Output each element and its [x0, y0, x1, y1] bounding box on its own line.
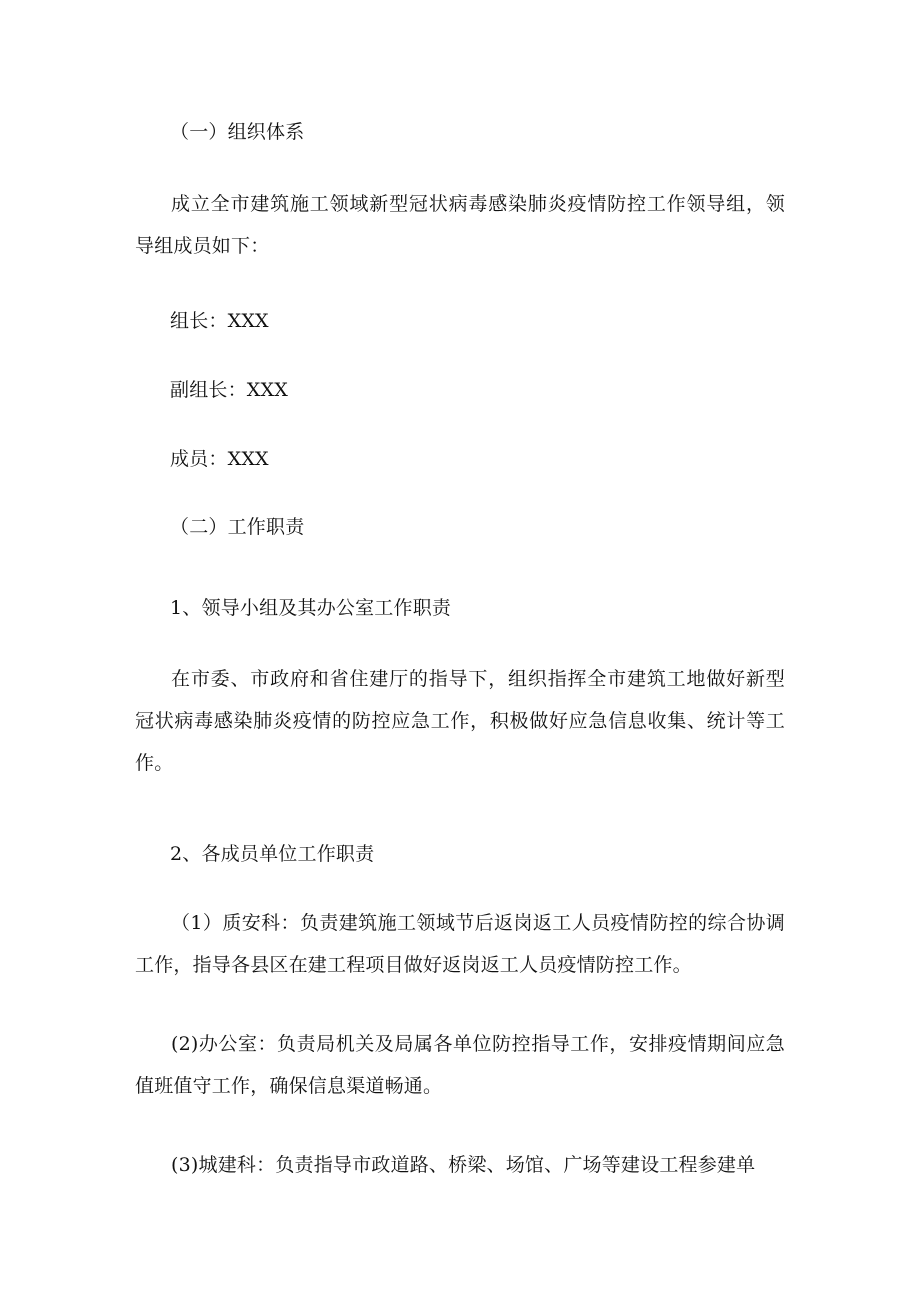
deputy-leader-line: 副组长：XXX — [170, 379, 288, 401]
section1-heading: （一）组织体系 — [170, 121, 305, 143]
sub-item-3: (3)城建科：负责指导市政道路、桥梁、场馆、广场等建设工程参建单 — [171, 1154, 756, 1176]
sub-item-1: （1）质安科：负责建筑施工领域节后返岗返工人员疫情防控的综合协调工作，指导各县区在建工程项目做好返岗返工人员疫情防控工作。 — [135, 912, 785, 976]
section1-body: 成立全市建筑施工领域新型冠状病毒感染肺炎疫情防控工作领导组，领导组成员如下： — [135, 193, 785, 257]
leader-line: 组长：XXX — [170, 310, 269, 332]
item2-heading: 2、各成员单位工作职责 — [170, 843, 375, 865]
sub-item-2: (2)办公室：负责局机关及局属各单位防控指导工作，安排疫情期间应急值班值守工作，确保信息渠道畅通。 — [135, 1033, 785, 1097]
item1-body: 在市委、市政府和省住建厅的指导下，组织指挥全市建筑工地做好新型冠状病毒感染肺炎疫情的防控应急工作，积极做好应急信息收集、统计等工作。 — [135, 668, 785, 774]
members-line: 成员：XXX — [170, 448, 269, 470]
item1-heading: 1、领导小组及其办公室工作职责 — [170, 597, 452, 619]
section2-heading: （二）工作职责 — [170, 516, 305, 538]
